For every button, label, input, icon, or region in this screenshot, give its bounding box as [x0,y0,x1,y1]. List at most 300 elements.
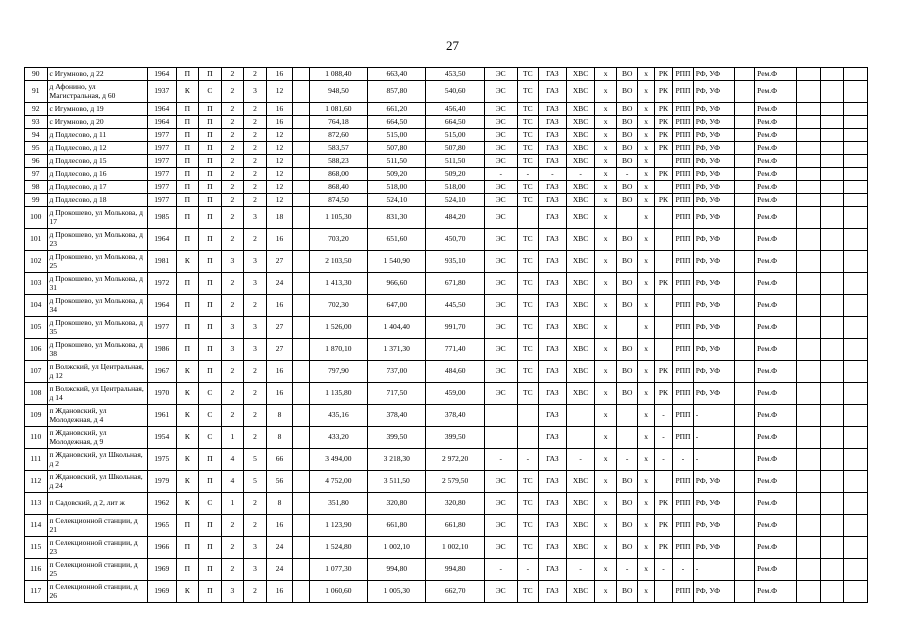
empty-cell [820,317,844,339]
cell-f: 2 [221,68,244,81]
cell-u3: ГАЗ [539,361,567,383]
cell-u4: ХВС [566,116,595,129]
cell-u3: ГАЗ [539,81,567,103]
cell-u10: РФ, УФ [693,168,734,181]
cell-r: Рем.Ф [755,155,797,168]
empty-cell [797,493,821,515]
cell-a3: 484,20 [426,207,484,229]
cell-u9: РПП [673,493,693,515]
cell-u2: ТС [517,317,539,339]
empty-cell [844,194,868,207]
cell-a2: 737,00 [368,361,426,383]
cell-e: 2 [244,361,267,383]
cell-u10: РФ, УФ [693,383,734,405]
cell-t: П [199,207,222,229]
table-row [25,515,868,537]
cell-u2: ТС [517,471,539,493]
cell-f: 2 [221,81,244,103]
cell-u8: - [654,427,672,449]
empty-cell [820,339,844,361]
empty-cell [820,537,844,559]
cell-a3: 771,40 [426,339,484,361]
cell-n: 94 [25,129,48,142]
cell-u9: РПП [673,537,693,559]
cell-u5: х [595,383,617,405]
cell-a2: 378,40 [368,405,426,427]
empty-cell [734,116,754,129]
cell-u6: ВО [616,515,638,537]
cell-e: 3 [244,559,267,581]
empty-cell [797,515,821,537]
cell-u10: РФ, УФ [693,295,734,317]
cell-u4: - [566,168,595,181]
empty-cell [734,559,754,581]
cell-a3: 515,00 [426,129,484,142]
cell-u10: - [693,405,734,427]
cell-u1: ЭС [484,103,517,116]
cell-t: П [199,273,222,295]
empty-cell [820,515,844,537]
empty-cell [820,129,844,142]
cell-u5: х [595,427,617,449]
cell-r: Рем.Ф [755,295,797,317]
cell-r: Рем.Ф [755,471,797,493]
cell-u7: х [638,251,654,273]
cell-n: 99 [25,194,48,207]
cell-u1 [484,427,517,449]
cell-r: Рем.Ф [755,427,797,449]
cell-y: 1961 [147,405,176,427]
cell-q: 12 [266,155,293,168]
cell-u6: ВО [616,295,638,317]
empty-cell [844,317,868,339]
cell-f: 3 [221,251,244,273]
cell-t: П [199,559,222,581]
cell-u4: ХВС [566,103,595,116]
cell-u5: х [595,581,617,603]
cell-a2: 3 218,30 [368,449,426,471]
cell-a2: 518,00 [368,181,426,194]
cell-u8: - [654,405,672,427]
cell-a2: 1 005,30 [368,581,426,603]
empty-cell [293,361,309,383]
empty-cell [844,68,868,81]
cell-t: П [199,295,222,317]
cell-f: 2 [221,273,244,295]
empty-cell [820,559,844,581]
cell-u1 [484,405,517,427]
cell-u2: ТС [517,339,539,361]
cell-e: 2 [244,68,267,81]
cell-r: Рем.Ф [755,449,797,471]
table-row [25,427,868,449]
cell-u4: - [566,449,595,471]
table-row [25,449,868,471]
cell-e: 3 [244,251,267,273]
empty-cell [734,229,754,251]
cell-u3: ГАЗ [539,537,567,559]
cell-u9: РПП [673,103,693,116]
empty-cell [734,493,754,515]
cell-m: П [176,207,199,229]
cell-a3: 1 002,10 [426,537,484,559]
empty-cell [734,515,754,537]
cell-u5: х [595,168,617,181]
cell-u6: - [616,559,638,581]
cell-r: Рем.Ф [755,251,797,273]
cell-t: П [199,361,222,383]
empty-cell [293,155,309,168]
cell-u1: ЭС [484,155,517,168]
cell-y: 1969 [147,581,176,603]
cell-a1: 1 123,90 [309,515,367,537]
cell-f: 2 [221,155,244,168]
cell-u8: РК [654,68,672,81]
cell-f: 2 [221,361,244,383]
cell-f: 2 [221,515,244,537]
cell-a1: 1 088,40 [309,68,367,81]
empty-cell [820,427,844,449]
cell-u5: х [595,537,617,559]
cell-u8: РК [654,129,672,142]
empty-cell [844,142,868,155]
cell-q: 16 [266,581,293,603]
cell-u9: РПП [673,155,693,168]
cell-u5: х [595,229,617,251]
cell-u9: РПП [673,194,693,207]
table-row [25,383,868,405]
cell-addr: д Подлесово, д 12 [47,142,147,155]
cell-u1: ЭС [484,81,517,103]
cell-q: 24 [266,537,293,559]
cell-u3: ГАЗ [539,181,567,194]
cell-u6: ВО [616,493,638,515]
cell-t: П [199,116,222,129]
table-row [25,317,868,339]
cell-u1: ЭС [484,493,517,515]
cell-n: 104 [25,295,48,317]
cell-u4: ХВС [566,581,595,603]
cell-u7: х [638,559,654,581]
table-row [25,581,868,603]
cell-u10: РФ, УФ [693,68,734,81]
cell-a1: 764,18 [309,116,367,129]
cell-m: К [176,383,199,405]
cell-u8 [654,339,672,361]
table-row [25,181,868,194]
cell-u3: ГАЗ [539,317,567,339]
cell-u10: - [693,449,734,471]
cell-u3: ГАЗ [539,581,567,603]
table-row [25,493,868,515]
cell-u10: РФ, УФ [693,471,734,493]
cell-r: Рем.Ф [755,317,797,339]
cell-t: П [199,142,222,155]
cell-u2: ТС [517,581,539,603]
cell-n: 116 [25,559,48,581]
empty-cell [293,405,309,427]
empty-cell [797,81,821,103]
cell-u7: х [638,207,654,229]
cell-a2: 994,80 [368,559,426,581]
cell-f: 2 [221,142,244,155]
cell-u8: РК [654,383,672,405]
cell-f: 2 [221,537,244,559]
cell-y: 1975 [147,449,176,471]
cell-a1: 1 135,80 [309,383,367,405]
cell-u10: РФ, УФ [693,317,734,339]
cell-u8: РК [654,537,672,559]
table-row [25,194,868,207]
cell-e: 2 [244,229,267,251]
cell-u6: ВО [616,181,638,194]
empty-cell [734,581,754,603]
cell-e: 3 [244,207,267,229]
cell-e: 2 [244,515,267,537]
cell-a1: 433,20 [309,427,367,449]
cell-u9: РПП [673,229,693,251]
empty-cell [293,68,309,81]
cell-u7: х [638,168,654,181]
empty-cell [293,142,309,155]
cell-u5: х [595,361,617,383]
cell-m: П [176,168,199,181]
cell-t: П [199,471,222,493]
cell-e: 2 [244,405,267,427]
cell-u4: ХВС [566,181,595,194]
empty-cell [293,317,309,339]
cell-u7: х [638,129,654,142]
empty-cell [293,116,309,129]
cell-a2: 320,80 [368,493,426,515]
cell-r: Рем.Ф [755,229,797,251]
cell-y: 1985 [147,207,176,229]
empty-cell [844,361,868,383]
cell-t: С [199,81,222,103]
cell-u3: ГАЗ [539,493,567,515]
cell-u2 [517,405,539,427]
cell-u2: ТС [517,537,539,559]
cell-q: 24 [266,273,293,295]
cell-m: П [176,116,199,129]
empty-cell [293,207,309,229]
cell-addr: п Садовский, д 2, лит ж [47,493,147,515]
cell-addr: д Прокошево, ул Молькова, д 25 [47,251,147,273]
table-row [25,559,868,581]
empty-cell [820,471,844,493]
empty-cell [820,251,844,273]
cell-u7: х [638,471,654,493]
cell-u1: ЭС [484,317,517,339]
cell-e: 2 [244,129,267,142]
empty-cell [797,103,821,116]
cell-u2: ТС [517,116,539,129]
empty-cell [293,181,309,194]
cell-f: 3 [221,581,244,603]
cell-u4: ХВС [566,81,595,103]
cell-a3: 445,50 [426,295,484,317]
cell-u3: ГАЗ [539,229,567,251]
empty-cell [734,81,754,103]
cell-u2 [517,427,539,449]
cell-u3: ГАЗ [539,116,567,129]
cell-u1: - [484,449,517,471]
cell-u10: РФ, УФ [693,129,734,142]
cell-n: 112 [25,471,48,493]
empty-cell [820,581,844,603]
cell-m: П [176,142,199,155]
empty-cell [844,427,868,449]
cell-a3: 459,00 [426,383,484,405]
cell-r: Рем.Ф [755,383,797,405]
cell-n: 111 [25,449,48,471]
cell-e: 2 [244,295,267,317]
cell-r: Рем.Ф [755,207,797,229]
cell-m: П [176,559,199,581]
cell-u6: - [616,168,638,181]
cell-u7: х [638,339,654,361]
cell-e: 2 [244,168,267,181]
cell-u8: РК [654,142,672,155]
cell-f: 2 [221,116,244,129]
cell-y: 1977 [147,168,176,181]
cell-u7: х [638,142,654,155]
cell-t: П [199,129,222,142]
cell-addr: п Селекционной станции, д 26 [47,581,147,603]
cell-u5: х [595,194,617,207]
cell-a3: 484,60 [426,361,484,383]
cell-u8 [654,295,672,317]
cell-r: Рем.Ф [755,129,797,142]
cell-r: Рем.Ф [755,515,797,537]
cell-u5: х [595,207,617,229]
cell-a2: 857,80 [368,81,426,103]
empty-cell [844,471,868,493]
cell-t: П [199,194,222,207]
cell-a3: 507,80 [426,142,484,155]
cell-a1: 351,80 [309,493,367,515]
cell-addr: д Афонино, ул Магистральная, д 60 [47,81,147,103]
cell-f: 2 [221,207,244,229]
cell-u3: ГАЗ [539,383,567,405]
cell-u8 [654,155,672,168]
cell-a1: 2 103,50 [309,251,367,273]
cell-u4: ХВС [566,537,595,559]
cell-u6: ВО [616,339,638,361]
empty-cell [293,581,309,603]
empty-cell [797,116,821,129]
cell-a2: 651,60 [368,229,426,251]
cell-m: К [176,581,199,603]
cell-u9: - [673,449,693,471]
cell-u6: ВО [616,116,638,129]
empty-cell [797,339,821,361]
empty-cell [844,383,868,405]
cell-u7: х [638,194,654,207]
cell-n: 91 [25,81,48,103]
table-row [25,168,868,181]
cell-u8: - [654,449,672,471]
cell-a3: 994,80 [426,559,484,581]
cell-u9: РПП [673,273,693,295]
cell-q: 16 [266,229,293,251]
cell-u10: РФ, УФ [693,515,734,537]
empty-cell [820,295,844,317]
cell-u6: ВО [616,81,638,103]
cell-q: 16 [266,295,293,317]
empty-cell [293,427,309,449]
cell-u5: х [595,449,617,471]
cell-u10: РФ, УФ [693,273,734,295]
cell-a2: 509,20 [368,168,426,181]
cell-u6: ВО [616,229,638,251]
cell-n: 115 [25,537,48,559]
cell-t: П [199,181,222,194]
cell-t: П [199,317,222,339]
cell-u2: - [517,449,539,471]
empty-cell [797,383,821,405]
cell-r: Рем.Ф [755,103,797,116]
cell-m: К [176,493,199,515]
empty-cell [844,537,868,559]
cell-u6: - [616,449,638,471]
cell-y: 1954 [147,427,176,449]
cell-f: 1 [221,493,244,515]
empty-cell [734,142,754,155]
cell-t: С [199,383,222,405]
cell-e: 2 [244,103,267,116]
empty-cell [293,251,309,273]
cell-u6: ВО [616,68,638,81]
empty-cell [293,471,309,493]
cell-e: 2 [244,194,267,207]
cell-q: 12 [266,168,293,181]
cell-addr: п Ждановский, ул Школьная, д 24 [47,471,147,493]
cell-n: 113 [25,493,48,515]
cell-m: П [176,537,199,559]
cell-m: П [176,129,199,142]
empty-cell [293,168,309,181]
cell-a3: 456,40 [426,103,484,116]
empty-cell [820,103,844,116]
cell-y: 1967 [147,361,176,383]
cell-y: 1970 [147,383,176,405]
cell-u3: ГАЗ [539,103,567,116]
empty-cell [844,339,868,361]
cell-u1: ЭС [484,273,517,295]
cell-q: 27 [266,339,293,361]
cell-u10: РФ, УФ [693,142,734,155]
cell-u2: ТС [517,142,539,155]
cell-u10: РФ, УФ [693,229,734,251]
empty-cell [797,181,821,194]
cell-f: 2 [221,229,244,251]
cell-f: 1 [221,427,244,449]
cell-u4: ХВС [566,273,595,295]
cell-u4: ХВС [566,251,595,273]
cell-a2: 717,50 [368,383,426,405]
cell-u1: ЭС [484,471,517,493]
cell-u7: х [638,295,654,317]
empty-cell [844,181,868,194]
cell-u5: х [595,273,617,295]
cell-u9: РПП [673,181,693,194]
cell-u2: ТС [517,295,539,317]
cell-m: П [176,229,199,251]
cell-r: Рем.Ф [755,559,797,581]
cell-e: 2 [244,155,267,168]
cell-a3: 991,70 [426,317,484,339]
